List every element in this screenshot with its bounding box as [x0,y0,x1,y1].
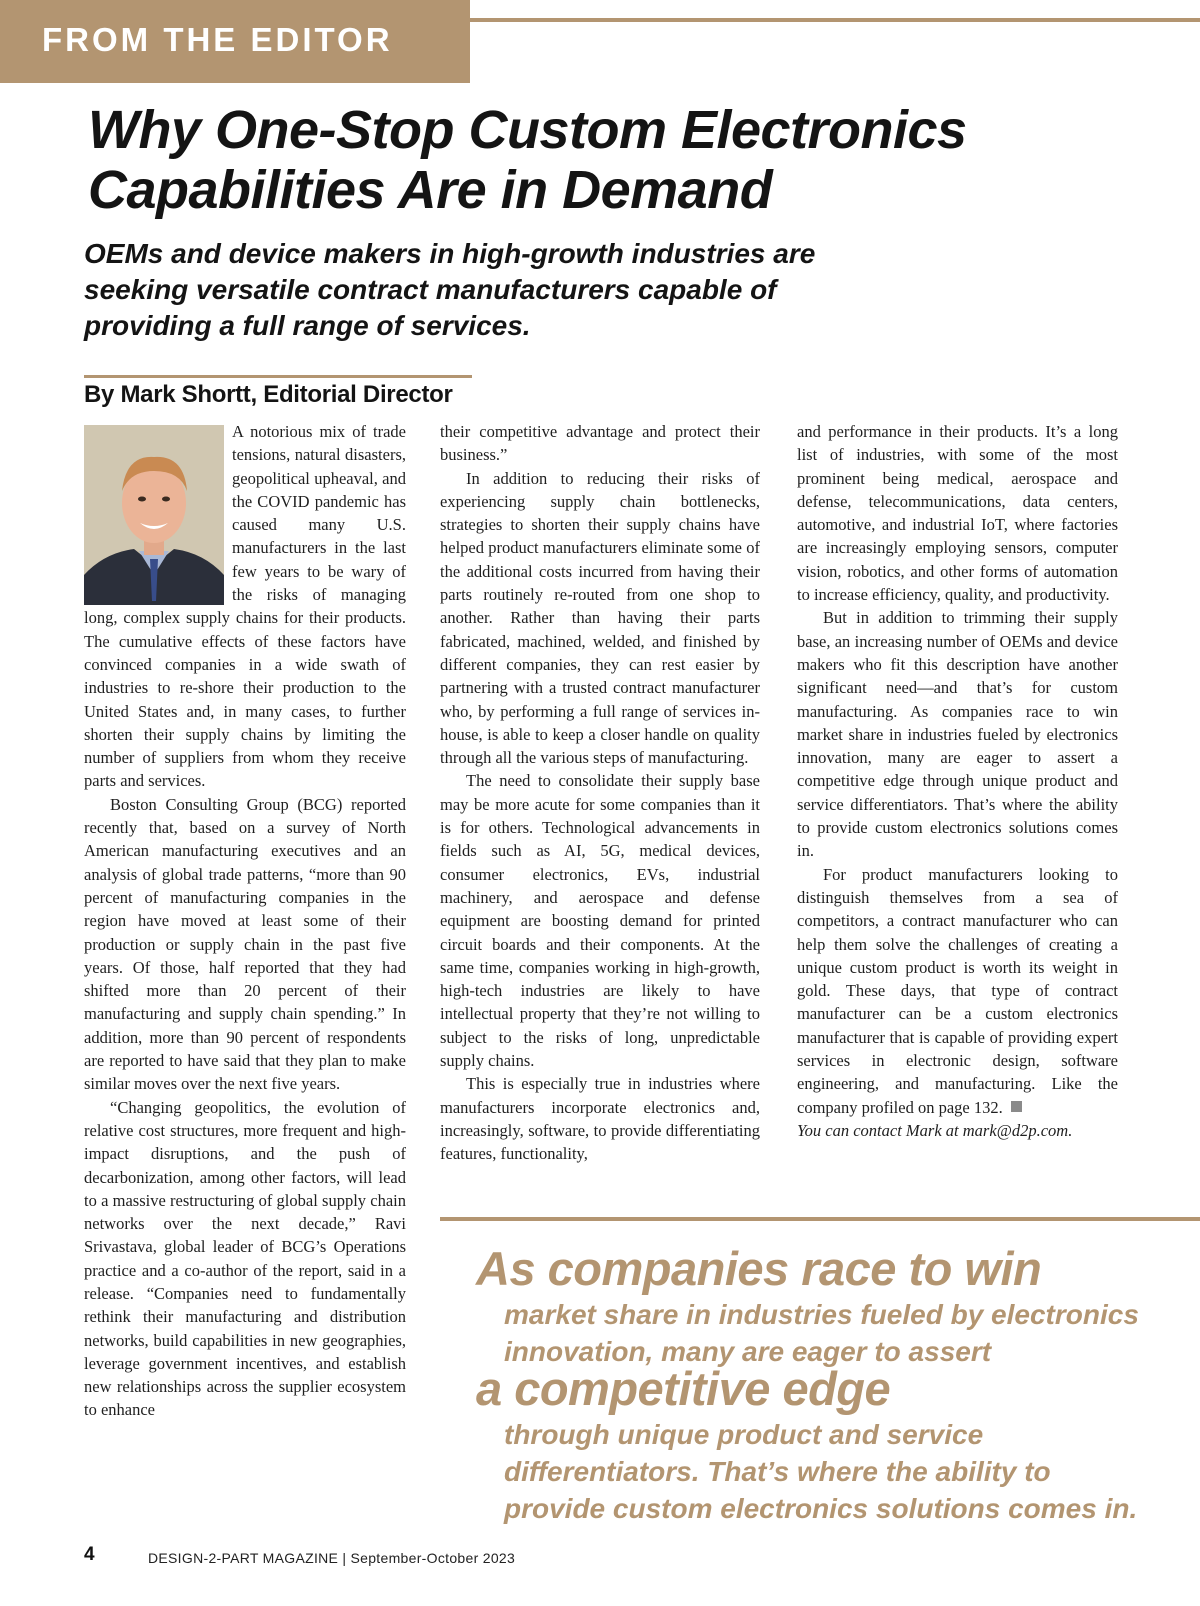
pull-quote-line-4: through unique product and service differentiators. That’s where the ability to provide custom electronics solutions comes in. [504,1419,1138,1524]
body-paragraph-3-cont: their competitive advantage and protect their business.” [440,422,760,465]
portrait-wrap-space [84,420,232,605]
article-headline: Why One-Stop Custom Electronics Capabilities Are in Demand [88,100,967,220]
column-3 [797,420,1118,1142]
section-label: FROM THE EDITOR [42,21,393,58]
body-paragraph-1: A notorious mix of trade tensions, natural disasters, geopolitical upheaval, and the COVID pandemic has caused many U.S. manufacturers in the last few years to be wary of the risks of managing long, complex supply chains for their products. The cumulative effects of these factors have convinced companies in a wide swath of industries to re-shore their production to the United States and, in many cases, to further shorten their supply chains by limiting the number of suppliers from whom they receive parts and services. [84,422,406,791]
body-paragraph-5: The need to consolidate their supply base may be more acute for some companies than it is for others. Technological advancements in fields such as AI, 5G, medical devices, consumer electronics, EVs, industrial machinery, and aerospace and defense equipment are boosting demand for printed circuit boards and their components. At the same time, companies working in high-growth, high-tech industries are likely to have intellectual property that they’re not willing to subject to the risks of long, unpredictable supply chains. [440,771,760,1071]
author-contact: You can contact Mark at mark@d2p.com. [797,1120,1073,1140]
footer-publication: DESIGN-2-PART MAGAZINE | September-October 2023 [148,1550,516,1566]
body-paragraph-7: But in addition to trimming their supply base, an increasing number of OEMs and device makers who fit this description have another significant need—and that’s for custom manufacturing. As companies race to win market share in industries fueled by electronics innovation, many are eager to assert a competitive edge through unique product and service differentiators. That’s where the ability to provide custom electronics solutions comes in. [797,608,1118,861]
top-rule [470,18,1200,22]
column-2 [440,420,760,1166]
pull-quote-line-1: As companies race to win [476,1242,1042,1295]
body-paragraph-3: “Changing geopolitics, the evolution of relative cost structures, more frequent and high-impact disruptions, and the push of decarbonization, among other factors, will lead to a massive restructuring of global supply chain networks over the next decade,” Ravi Srivastava, global leader of BCG’s Operations practice and a co-author of the report, said in a release. “Companies need to fundamentally rethink their manufacturing and distribution networks, build capabilities in new geographies, leverage government incentives, and establish new relationships across the supplier ecosystem to enhance [84,1097,406,1420]
body-paragraph-6-cont: and performance in their products. It’s a long list of industries, with some of the most prominent being medical, aerospace and defense, telecommunications, data centers, automotive, and industrial IoT, where factories are increasingly employing sensors, computer vision, robotics, and other forms of automation to increase efficiency, quality, and productivity. [797,422,1118,605]
body-paragraph-8-text: For product manufacturers looking to distinguish themselves from a sea of competitors, a contract manufacturer who can help them solve the challenges of creating a unique custom product is worth its weight in gold. These days, that type of contract manufacturer can be a custom electronics manufacturer that is capable of providing expert services in electronic design, software engineering, and manufacturing. Like the company profiled on page 132. [797,864,1118,1117]
article-deck: OEMs and device makers in high-growth industries are seeking versatile contract manufacturers capable of providing a full range of services. [84,238,816,341]
byline: By Mark Shortt, Editorial Director [84,381,453,408]
body-paragraph-2: Boston Consulting Group (BCG) reported recently that, based on a survey of North American manufacturing executives and an analysis of global trade patterns, “more than 90 percent of manufacturing companies in the region have moved at least some of their production or supply chain in the past five years. Of those, half reported that they had shifted more than 20 percent of their manufacturing and supply chain spending.” In addition, more than 90 percent of respondents are reported to have said that they plan to make similar moves over the next five years. [84,794,406,1094]
pull-quote-rule [440,1217,1200,1221]
section-tab [0,0,470,83]
pull-quote-line-2: market share in industries fueled by electronics innovation, many are eager to assert [504,1299,1139,1367]
body-paragraph-6: This is especially true in industries where manufacturers incorporate electronics and, increasingly, software, to provide differentiating features, functionality, [440,1074,760,1164]
page-number: 4 [84,1544,95,1565]
pull-quote-line-3: a competitive edge [476,1362,891,1415]
byline-rule [84,375,472,378]
body-paragraph-8 [797,863,1118,1119]
body-paragraph-4: In addition to reducing their risks of experiencing supply chain bottlenecks, strategies to shorten their supply chains have helped product manufacturers eliminate some of the additional costs incurred from having their parts routinely re-routed from one shop to another. Rather than having their parts fabricated, machined, welded, and finished by different companies, they can rest easier by partnering with a trusted contract manufacturer who, by performing a full range of services in-house, is able to keep a closer handle on quality through all the various steps of manufacturing. [440,468,760,768]
end-mark [1011,1101,1022,1112]
column-1 [84,420,406,1510]
